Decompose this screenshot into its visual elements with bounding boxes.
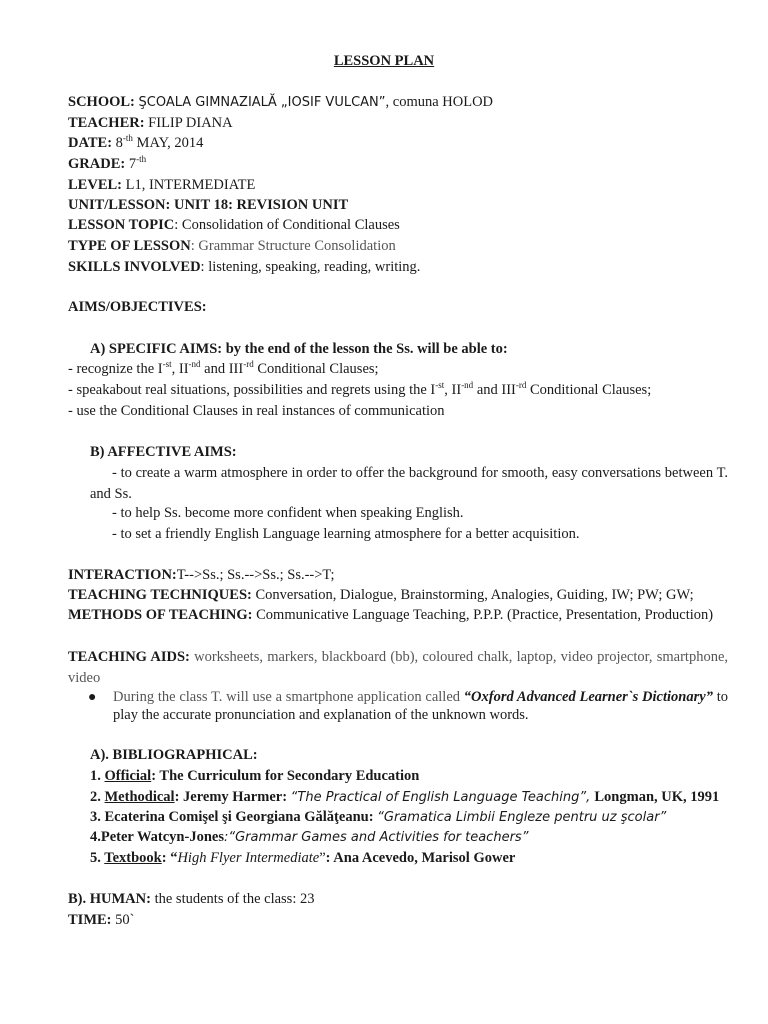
superscript-nd: -nd [188, 359, 201, 369]
dictionary-title: “Oxford Advanced Learner`s Dictionary” [463, 689, 713, 705]
affective-aim-2: - to help Ss. become more confident when speaking English. [112, 505, 464, 521]
specific-aim-2-start: - speakabout real situations, possibilities and regrets using the I [68, 382, 436, 398]
biblio-2-author: : Jeremy Harmer: [174, 789, 291, 805]
biblio-heading: A). BIBLIOGRAPHICAL: [90, 747, 258, 763]
affective-aims-heading: B) AFFECTIVE AIMS: [90, 444, 237, 460]
biblio-5-number: 5. [90, 850, 105, 866]
biblio-item-5 [90, 849, 515, 867]
type-label: TYPE OF LESSON [68, 238, 191, 254]
school-line [68, 93, 493, 112]
grade-line [68, 155, 146, 173]
biblio-3-authors: 3. Ecaterina Comişel şi Georgiana Gălăţeanu: [90, 809, 378, 825]
aids-line [68, 647, 728, 688]
level-value: L1, INTERMEDIATE [125, 177, 256, 193]
unit-value: UNIT 18: REVISION UNIT [173, 197, 349, 213]
specific-aim-1-start: - recognize the I [68, 361, 163, 377]
affective-aim-3: - to set a friendly English Language learning atmosphere for a better acquisition. [112, 526, 580, 542]
date-suffix: -th [122, 133, 133, 143]
grade-suffix: -th [136, 154, 147, 164]
and-text: and III [200, 361, 244, 377]
biblio-1-value: : The Curriculum for Secondary Education [151, 768, 420, 784]
separator-text: , II [444, 382, 462, 398]
biblio-5-label: Textbook [104, 850, 162, 866]
biblio-2-publisher: Longman, UK, 1991 [594, 789, 720, 805]
specific-aim-1-end: Conditional Clauses; [253, 361, 379, 377]
biblio-5-quote: ” [319, 850, 326, 866]
time-label: TIME: [68, 912, 112, 928]
teacher-line [68, 114, 233, 132]
date-day: 8 [115, 135, 123, 151]
date-line [68, 134, 203, 152]
skills-label: SKILLS INVOLVED [68, 259, 201, 275]
human-line [68, 890, 314, 908]
biblio-5-colon: : “ [161, 850, 178, 866]
school-label: SCHOOL: [68, 94, 135, 110]
school-value: ŞCOALA GIMNAZIALĂ „IOSIF VULCAN” [138, 95, 386, 110]
time-value: 50` [111, 912, 135, 928]
biblio-5-title: High Flyer Intermediate [177, 850, 320, 866]
affective-aim-1: - to create a warm atmosphere in order to offer the background for smooth, easy conversations between T. and Ss. [90, 465, 728, 502]
specific-aim-3: - use the Conditional Clauses in real instances of communication [68, 403, 445, 419]
superscript-nd: -nd [461, 380, 474, 390]
techniques-value: Conversation, Dialogue, Brainstorming, Analogies, Guiding, IW; PW; GW; [251, 587, 694, 603]
date-rest: MAY, 2014 [136, 135, 204, 151]
skills-value: : listening, speaking, reading, writing. [200, 259, 421, 275]
type-value: : Grammar Structure Consolidation [190, 238, 396, 254]
biblio-4-author: 4.Peter Watcyn-Jones [90, 829, 224, 845]
date-label: DATE: [68, 135, 113, 151]
interaction-line [68, 566, 335, 584]
time-line [68, 911, 134, 929]
specific-aims-heading: A) SPECIFIC AIMS: by the end of the lesson the Ss. will be able to: [90, 341, 508, 357]
methods-label: METHODS OF TEACHING: [68, 607, 253, 623]
school-suffix: , comuna HOLOD [385, 94, 494, 110]
level-label: LEVEL: [68, 177, 122, 193]
aims-heading: AIMS/OBJECTIVES: [68, 299, 207, 315]
biblio-1-label: Official [104, 768, 152, 784]
biblio-4-title: :“Grammar Games and Activities for teachers” [223, 830, 529, 845]
grade-label: GRADE: [68, 156, 126, 172]
bullet-icon: ● [88, 690, 97, 705]
smartphone-note [113, 688, 728, 724]
note-start: During the class T. will use a smartphone application called [113, 689, 464, 705]
biblio-3-title: “Gramatica Limbii Engleze pentru uz şcolar” [377, 810, 667, 825]
biblio-item-3 [90, 808, 666, 827]
techniques-label: TEACHING TECHNIQUES: [68, 587, 252, 603]
grade-value: 7 [128, 156, 137, 172]
superscript-st: -st [162, 359, 172, 369]
methods-line [68, 605, 728, 626]
interaction-value: T-->Ss.; Ss.-->Ss.; Ss.-->T; [176, 567, 335, 583]
human-label: B). HUMAN: [68, 891, 151, 907]
biblio-1-number: 1. [90, 768, 105, 784]
topic-label: LESSON TOPIC [68, 217, 175, 233]
topic-line [68, 216, 400, 234]
unit-label: UNIT/LESSON: [68, 197, 171, 213]
page-title: LESSON PLAN [333, 53, 435, 69]
biblio-item-4 [90, 828, 528, 847]
separator-text: , II [171, 361, 189, 377]
specific-aim-2 [68, 381, 651, 399]
level-line [68, 176, 255, 194]
skills-line [68, 258, 420, 276]
type-line [68, 237, 396, 255]
aids-value: worksheets, markers, blackboard (bb), coloured chalk, laptop, video projector, smartphone, video [68, 649, 729, 686]
biblio-2-number: 2. [90, 789, 105, 805]
biblio-2-title: “The Practical of English Language Teaching”, [290, 790, 595, 805]
note-end: to play the accurate pronunciation and explanation of the unknown words. [113, 689, 728, 723]
superscript-rd: -rd [243, 359, 254, 369]
aids-label: TEACHING AIDS: [68, 649, 190, 665]
techniques-line [68, 586, 694, 604]
superscript-rd: -rd [515, 380, 527, 390]
biblio-item-1 [90, 767, 419, 785]
human-value: the students of the class: 23 [150, 891, 315, 907]
superscript-st: -st [435, 380, 445, 390]
biblio-2-label: Methodical [104, 789, 175, 805]
interaction-label: INTERACTION: [68, 567, 177, 583]
teacher-value: FILIP DIANA [148, 115, 233, 131]
teacher-label: TEACHER: [68, 115, 145, 131]
and-text: and III [473, 382, 516, 398]
biblio-5-authors: : Ana Acevedo, Marisol Gower [325, 850, 516, 866]
specific-aim-2-end: Conditional Clauses; [526, 382, 652, 398]
topic-value: : Consolidation of Conditional Clauses [174, 217, 400, 233]
specific-aim-1 [68, 360, 379, 378]
unit-line [68, 196, 348, 214]
biblio-item-2 [90, 788, 719, 807]
methods-value: Communicative Language Teaching, P.P.P. (Practice, Presentation, Production) [252, 607, 714, 623]
